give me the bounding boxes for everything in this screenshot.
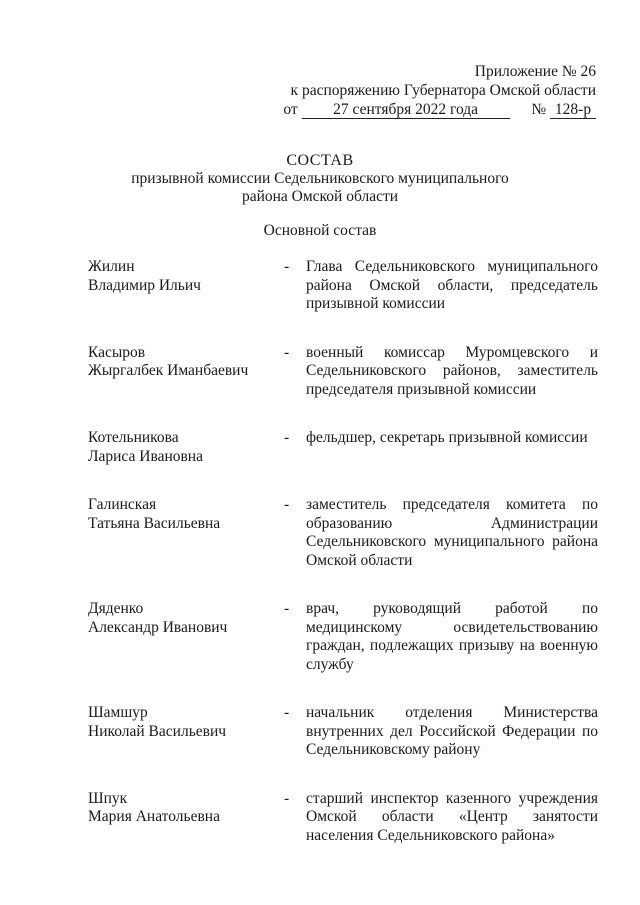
member-row	[88, 344, 598, 400]
appendix-reference: к распоряжению Губернатора Омской области	[290, 82, 596, 99]
member-row	[88, 790, 598, 846]
member-given-names: Николай Васильевич	[88, 722, 227, 740]
member-dash: -	[284, 704, 290, 721]
member-row	[88, 704, 598, 760]
member-surname: Касыров	[88, 343, 146, 361]
appendix-header	[283, 62, 596, 119]
title-line-2: призывной комиссии Седельниковского муниципального	[131, 170, 509, 187]
member-surname: Котельникова	[88, 429, 179, 446]
member-dash: -	[284, 429, 290, 446]
member-role: Глава Седельниковского муниципального района Омской области, председатель призывной комиссии	[306, 258, 598, 312]
member-row	[88, 429, 598, 466]
member-role: начальник отделения Министерства внутренних дел Российской Федерации по Седельниковскому району	[306, 704, 598, 758]
members-list	[88, 258, 598, 875]
member-dash: -	[284, 258, 290, 275]
member-role: фельдшер, секретарь призывной комиссии	[306, 429, 588, 446]
member-surname: Дяденко	[88, 600, 144, 617]
order-date: 27 сентября 2022 года	[302, 102, 510, 119]
order-number: 128-р	[550, 102, 596, 119]
appendix-date-line	[283, 100, 596, 119]
member-given-names: Александр Иванович	[88, 618, 228, 636]
member-name	[88, 429, 284, 466]
member-row	[88, 600, 598, 674]
title-line-3: района Омской области	[241, 188, 399, 205]
member-row	[88, 258, 598, 314]
member-given-names: Татьяна Васильевна	[88, 514, 221, 532]
section-title: Основной состав	[263, 222, 377, 239]
number-label: №	[531, 101, 547, 118]
member-given-names: Мария Анатольевна	[88, 808, 220, 825]
member-surname: Шамшур	[88, 704, 148, 721]
member-surname: Жилин	[88, 258, 135, 275]
member-surname: Галинская	[88, 496, 157, 513]
member-name	[88, 258, 284, 314]
member-given-names: Жыргалбек Иманбаевич	[88, 362, 249, 379]
member-dash: -	[284, 600, 290, 617]
member-role: врач, руководящий работой по медицинскому освидетельствованию граждан, подлежащих призыву на военную службу	[306, 600, 598, 673]
appendix-number: Приложение № 26	[474, 63, 596, 80]
document-title	[0, 152, 640, 206]
member-name	[88, 600, 284, 674]
member-role: заместитель председателя комитета по образованию Администрации Седельниковского муниципального района Омской области	[306, 496, 598, 569]
member-surname: Шпук	[88, 789, 128, 807]
member-dash: -	[284, 343, 290, 361]
member-name	[88, 704, 284, 760]
member-name	[88, 344, 284, 400]
member-dash: -	[284, 789, 290, 807]
member-given-names: Владимир Ильич	[88, 276, 201, 294]
member-role: старший инспектор казенного учреждения Омской области «Центр занятости населения Седельниковского района»	[306, 789, 598, 844]
title-main: СОСТАВ	[286, 152, 354, 169]
member-row	[88, 496, 598, 570]
member-role: военный комиссар Муромцевского и Седельниковского районов, заместитель председателя призывной комиссии	[306, 343, 598, 398]
member-given-names: Лариса Ивановна	[88, 447, 203, 465]
from-label: от	[283, 101, 298, 118]
member-name	[88, 790, 284, 846]
member-dash: -	[284, 496, 290, 513]
member-name	[88, 496, 284, 570]
